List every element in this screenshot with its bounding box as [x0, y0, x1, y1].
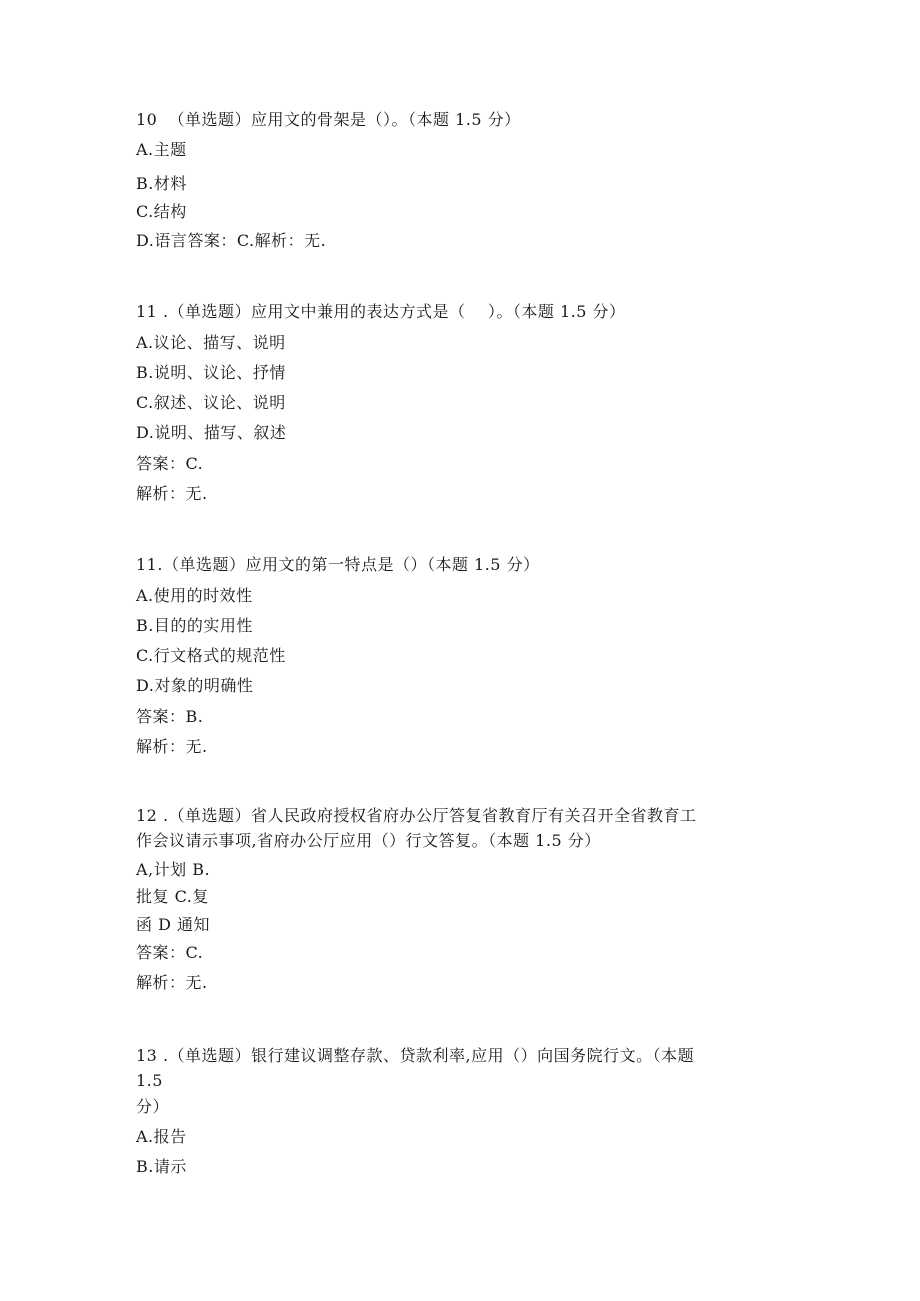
q10-option-c: C.结构	[136, 202, 187, 221]
q13-question-line3: 分）	[136, 1097, 170, 1116]
q11b-option-b: B.目的的实用性	[136, 616, 253, 635]
q11b-option-d: D.对象的明确性	[136, 676, 254, 695]
q11a-analysis: 解析：无.	[136, 484, 208, 503]
q11a-option-c: C.叙述、议论、说明	[136, 393, 286, 412]
q12-option-line2: 批复 C.复	[136, 887, 209, 906]
q12-answer: 答案：C.	[136, 943, 204, 962]
q10-option-a: A.主题	[136, 140, 187, 159]
q12-option-line3: 函 D 通知	[136, 915, 211, 934]
q10-question: 10 （单选题）应用文的骨架是（）。（本题 1.5 分）	[136, 110, 521, 129]
q13-question-line1: 13 .（单选题）银行建议调整存款、贷款利率,应用（）向国务院行文。（本题	[136, 1046, 695, 1065]
q11b-analysis: 解析：无.	[136, 737, 208, 756]
q10-option-b: B.材料	[136, 174, 187, 193]
q11a-option-b: B.说明、议论、抒情	[136, 363, 286, 382]
q11b-answer: 答案：B.	[136, 707, 204, 726]
q11a-option-a: A.议论、描写、说明	[136, 333, 286, 352]
q13-option-b: B.请示	[136, 1157, 187, 1176]
q11b-option-a: A.使用的时效性	[136, 586, 253, 605]
q11b-question: 11.（单选题）应用文的第一特点是（）（本题 1.5 分）	[136, 555, 540, 574]
q11a-question: 11 .（单选题）应用文中兼用的表达方式是（ ）。（本题 1.5 分）	[136, 302, 626, 321]
q11a-option-d: D.说明、描写、叙述	[136, 423, 287, 442]
q11a-answer: 答案：C.	[136, 454, 204, 473]
q12-analysis: 解析：无.	[136, 973, 208, 992]
q10-option-d: D.语言答案：C.解析：无.	[136, 231, 327, 250]
q12-question-line1: 12 .（单选题）省人民政府授权省府办公厅答复省教育厅有关召开全省教育工	[136, 806, 697, 825]
q12-question-line2: 作会议请示事项,省府办公厅应用（）行文答复。（本题 1.5 分）	[136, 831, 601, 850]
q12-option-line1: A,计划 B.	[136, 860, 211, 879]
q13-option-a: A.报告	[136, 1127, 187, 1146]
q11b-option-c: C.行文格式的规范性	[136, 646, 286, 665]
q13-question-line2: 1.5	[136, 1071, 163, 1090]
